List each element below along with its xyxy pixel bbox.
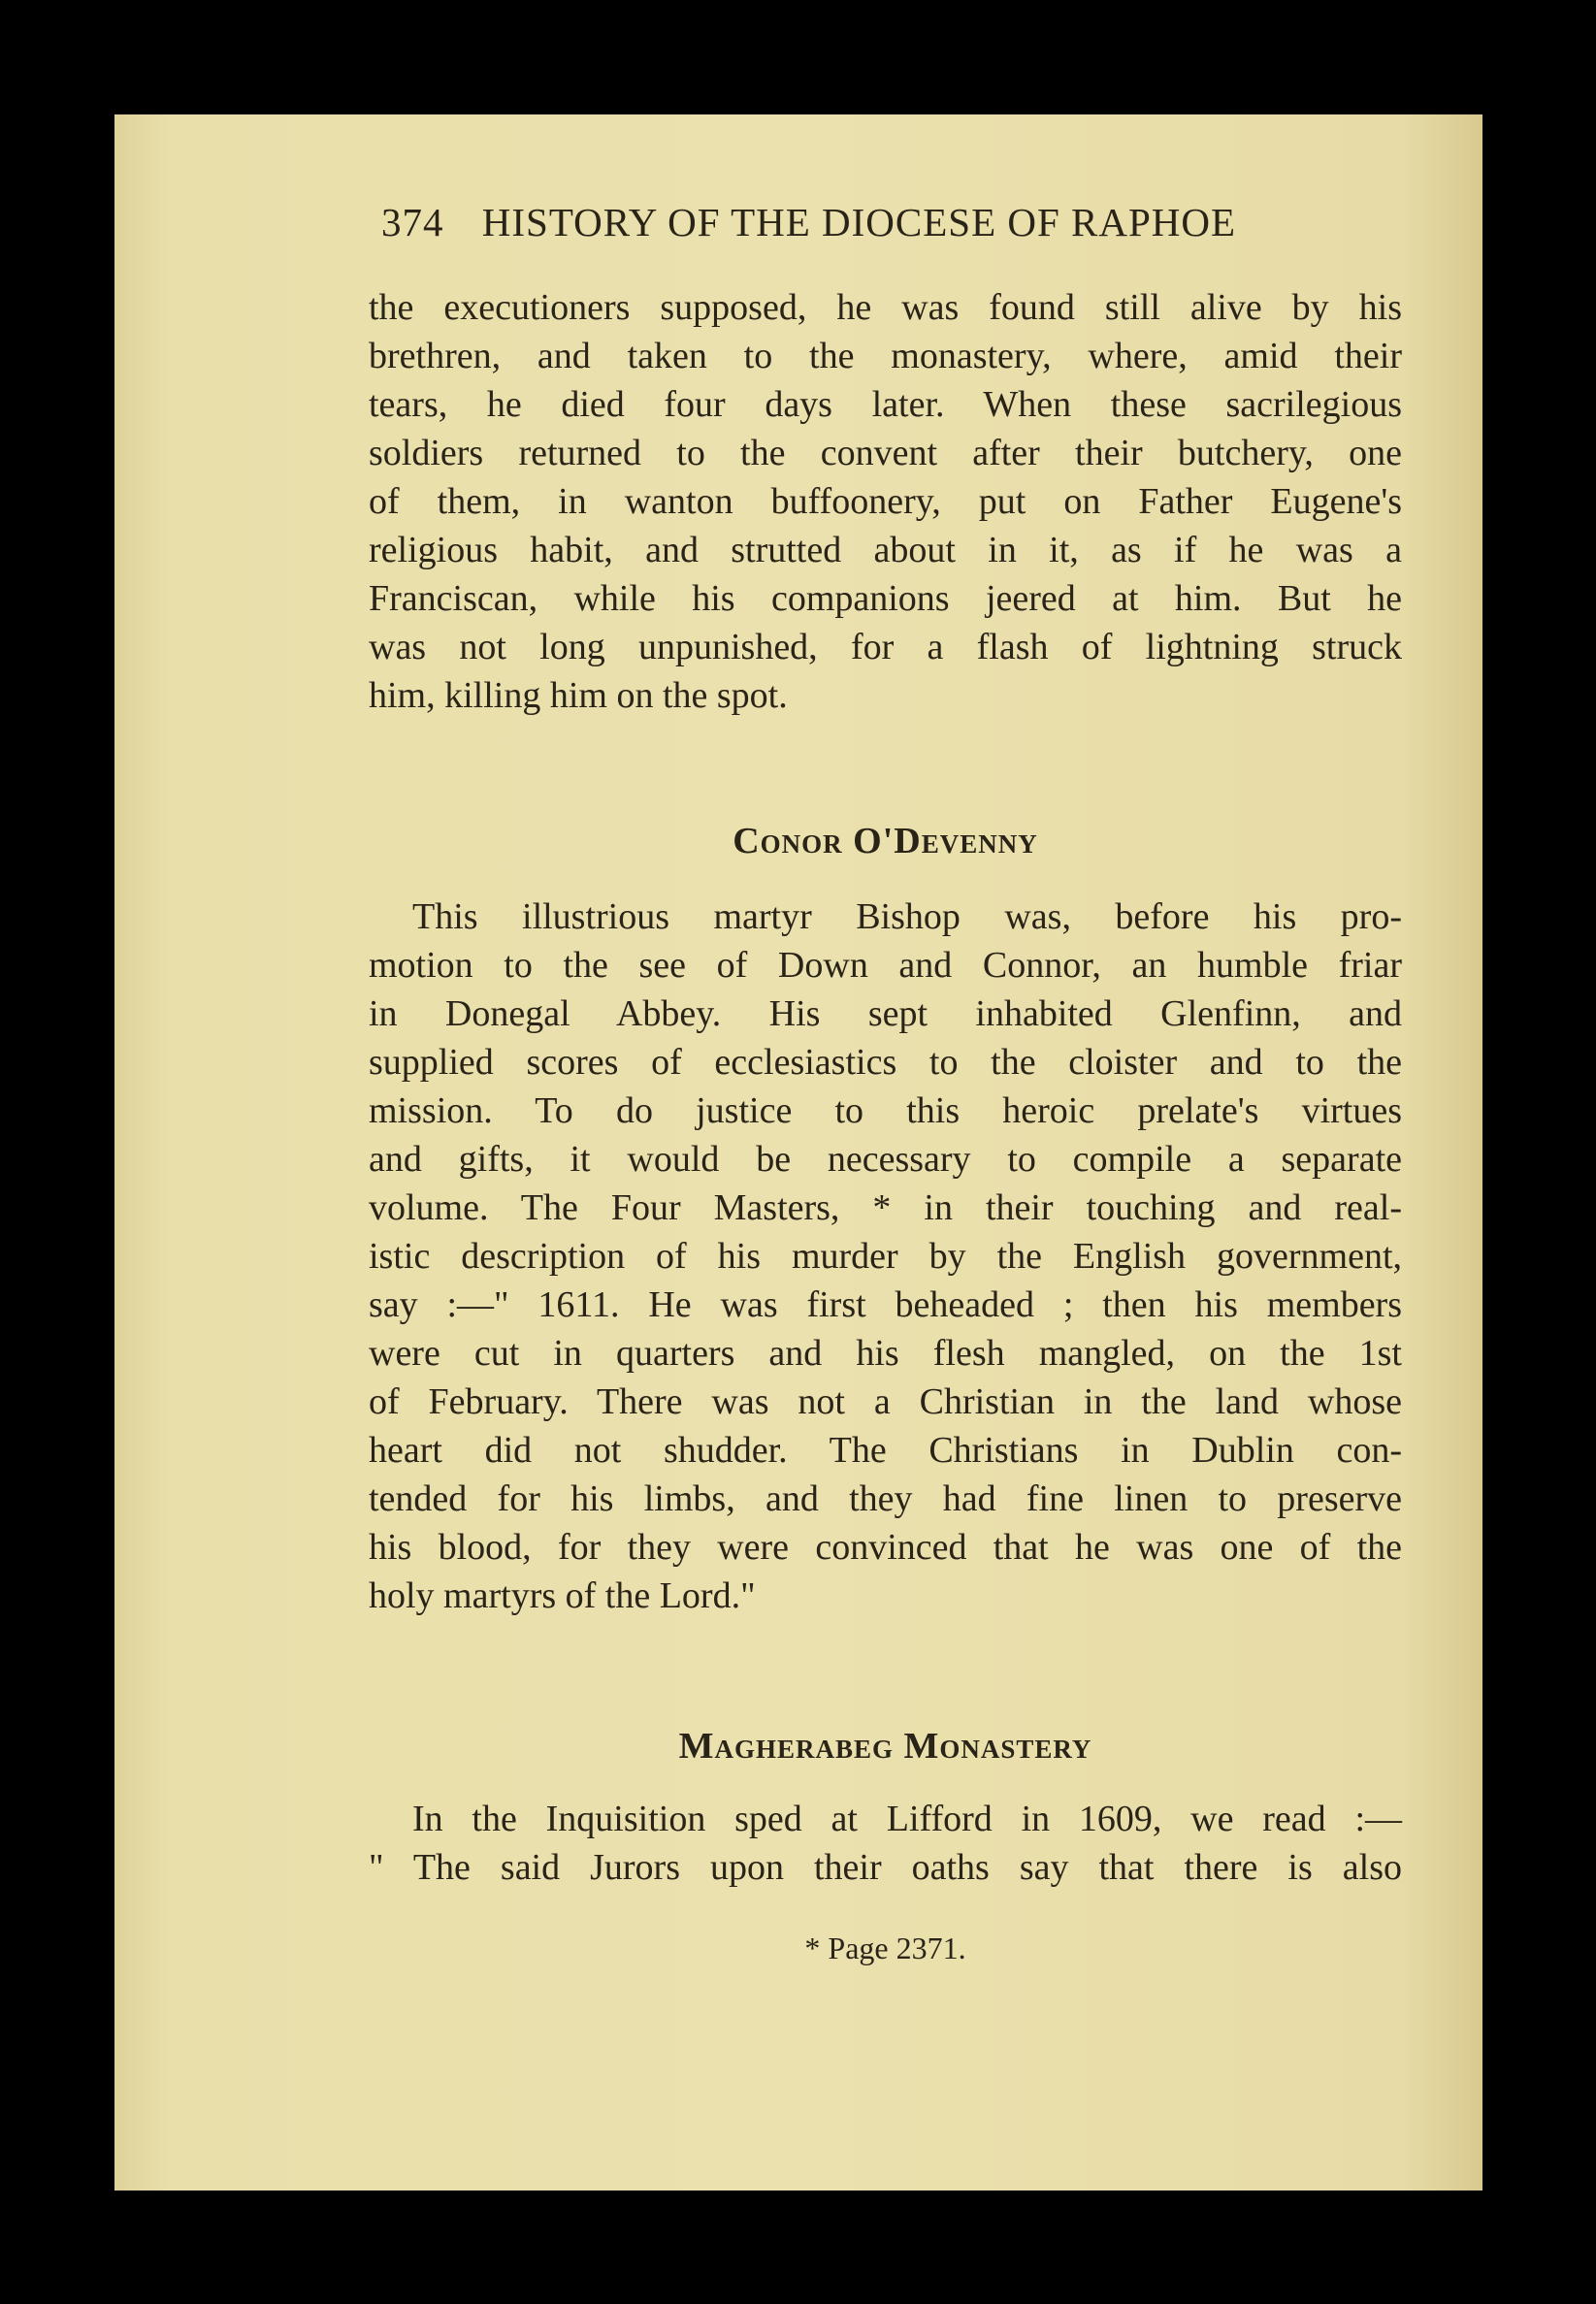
paragraph-magherabeg [369,1795,1402,1892]
text-line: tended for his limbs, and they had fine linen to preserve [369,1478,1402,1519]
text-line: supplied scores of ecclesiastics to the cloister and to the [369,1042,1402,1083]
text-line: say :—" 1611. He was first beheaded ; then his members [369,1284,1402,1325]
text-line: This illustrious martyr Bishop was, before his pro- [412,896,1402,937]
text-line: soldiers returned to the convent after their butchery, one [369,433,1402,473]
text-line: In the Inquisition sped at Lifford in 1609, we read :— [412,1799,1402,1839]
section-heading-magherabeg-monastery: Magherabeg Monastery [678,1726,1092,1767]
paragraph-continued [369,283,1402,720]
text-line: was not long unpunished, for a flash of lightning struck [369,627,1402,667]
text-line: the executioners supposed, he was found still alive by his [369,287,1402,328]
text-line: of them, in wanton buffoonery, put on Father Eugene's [369,481,1402,522]
text-line: heart did not shudder. The Christians in Dublin con- [369,1430,1402,1471]
footnote: * Page 2371. [804,1931,966,1965]
text-line: tears, he died four days later. When these sacrilegious [369,384,1402,425]
text-line: " The said Jurors upon their oaths say that there is also [369,1847,1402,1888]
text-line: motion to the see of Down and Connor, an humble friar [369,945,1402,986]
paragraph-conor-odevenny [369,892,1402,1620]
text-line: and gifts, it would be necessary to compile a separate [369,1139,1402,1180]
text-line: religious habit, and strutted about in it, as if he was a [369,530,1402,570]
text-line: were cut in quarters and his flesh mangled, on the 1st [369,1333,1402,1374]
text-line: Franciscan, while his companions jeered at him. But he [369,578,1402,619]
text-line: holy martyrs of the Lord." [369,1575,756,1616]
text-line: brethren, and taken to the monastery, where, amid their [369,336,1402,376]
text-line: mission. To do justice to this heroic prelate's virtues [369,1090,1402,1131]
page-number: 374 [381,200,444,244]
running-title: HISTORY OF THE DIOCESE OF RAPHOE [481,200,1237,244]
text-line: of February. There was not a Christian in the land whose [369,1381,1402,1422]
text-line: him, killing him on the spot. [369,675,788,716]
text-line: volume. The Four Masters, * in their touching and real- [369,1187,1402,1228]
text-line: in Donegal Abbey. His sept inhabited Glenfinn, and [369,993,1402,1034]
text-line: his blood, for they were convinced that he was one of the [369,1527,1402,1568]
page-header [381,199,1361,245]
section-heading-conor-odevenny: Conor O'Devenny [733,821,1038,861]
text-line: istic description of his murder by the English government, [369,1236,1402,1277]
